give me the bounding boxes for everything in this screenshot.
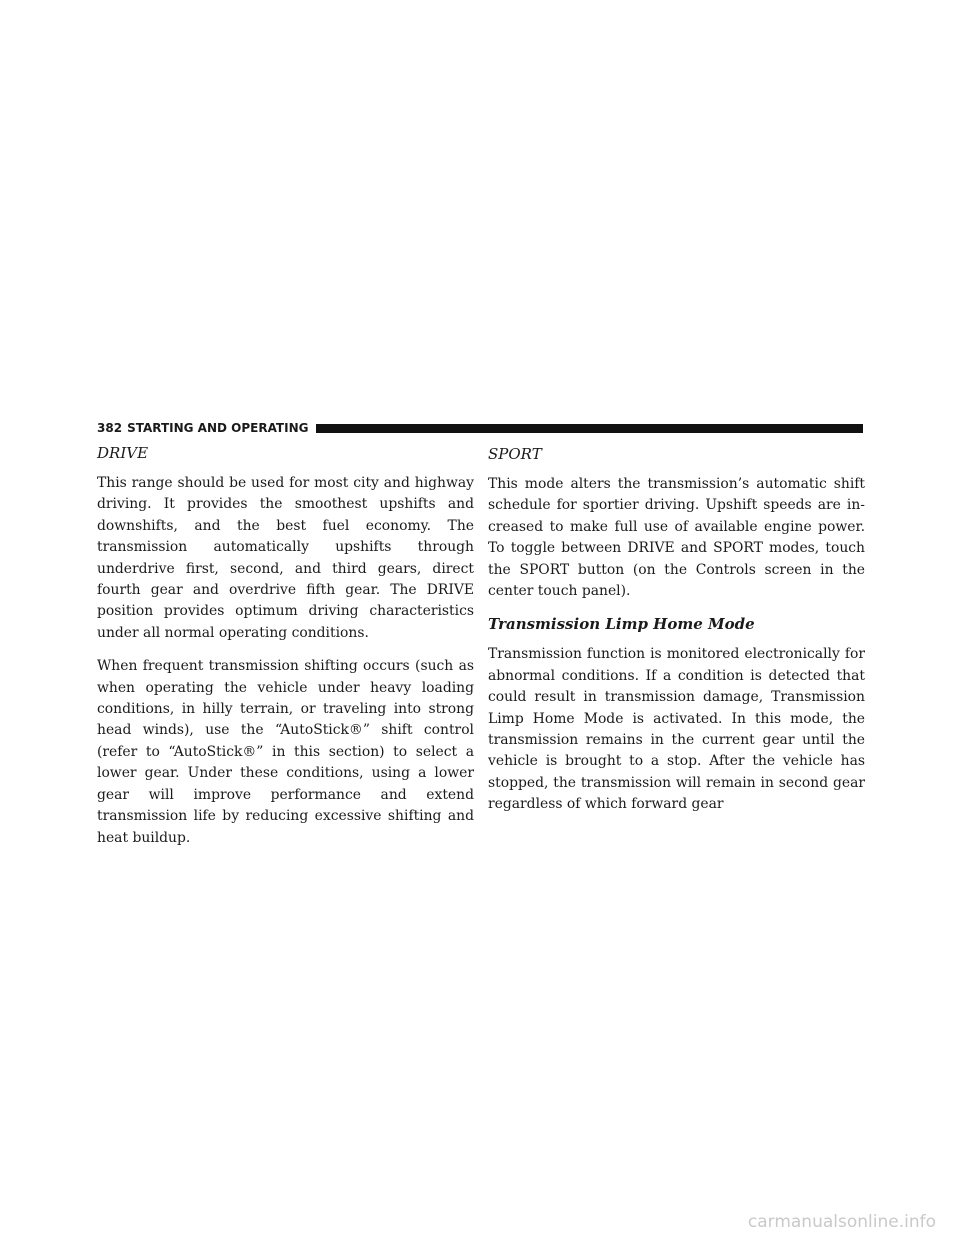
sport-paragraph: This mode alters the transmission’s automatic shift schedule for sportier driving. Upshift speeds are increased to make full use of available engine power. To toggle between DRIVE and SPORT modes, touch the SPORT button (on the Controls screen in the center touch panel).	[488, 476, 865, 600]
heading-limp-home: Transmission Limp Home Mode	[488, 615, 755, 634]
section-title: STARTING AND OPERATING	[127, 421, 309, 435]
drive-paragraph-1: This range should be used for most city and highway driving. It provides the smoothest upshifts and downshifts, and the best fuel economy. The transmission automatically upshifts through underdrive first, second, and third gears, direct fourth gear and overdrive fifth gear. The DRIVE position provides optimum driving characteristics under all normal operating conditions.	[97, 475, 474, 641]
heading-drive: DRIVE	[97, 444, 149, 462]
watermark: carmanualsonline.info	[747, 1212, 936, 1232]
limp-home-paragraph: Transmission function is monitored electronically for abnormal conditions. If a condition is detected that could result in transmission damage, Transmission Limp Home Mode is activated. In this mode, the transmission remains in the current gear until the vehicle is brought to a stop. After the vehicle has stopped, the transmission will remain in second gear regardless of which forward gear	[488, 646, 865, 813]
page-number: 382	[97, 421, 123, 435]
heading-sport: SPORT	[488, 445, 542, 463]
right-column	[488, 443, 865, 828]
header-rule	[316, 424, 863, 433]
page-header	[97, 420, 863, 436]
drive-paragraph-2: When frequent transmission shifting occurs (such as when operating the vehicle under heavy loading conditions, in hilly terrain, or traveling into strong head winds), use the “AutoStick®” shift control (refer to “AutoStick®” in this section) to select a lower gear. Under these conditions, using a lower gear will improve performance and extend transmission life by reducing excessive shifting and heat buildup.	[97, 658, 474, 846]
left-column	[97, 443, 474, 861]
